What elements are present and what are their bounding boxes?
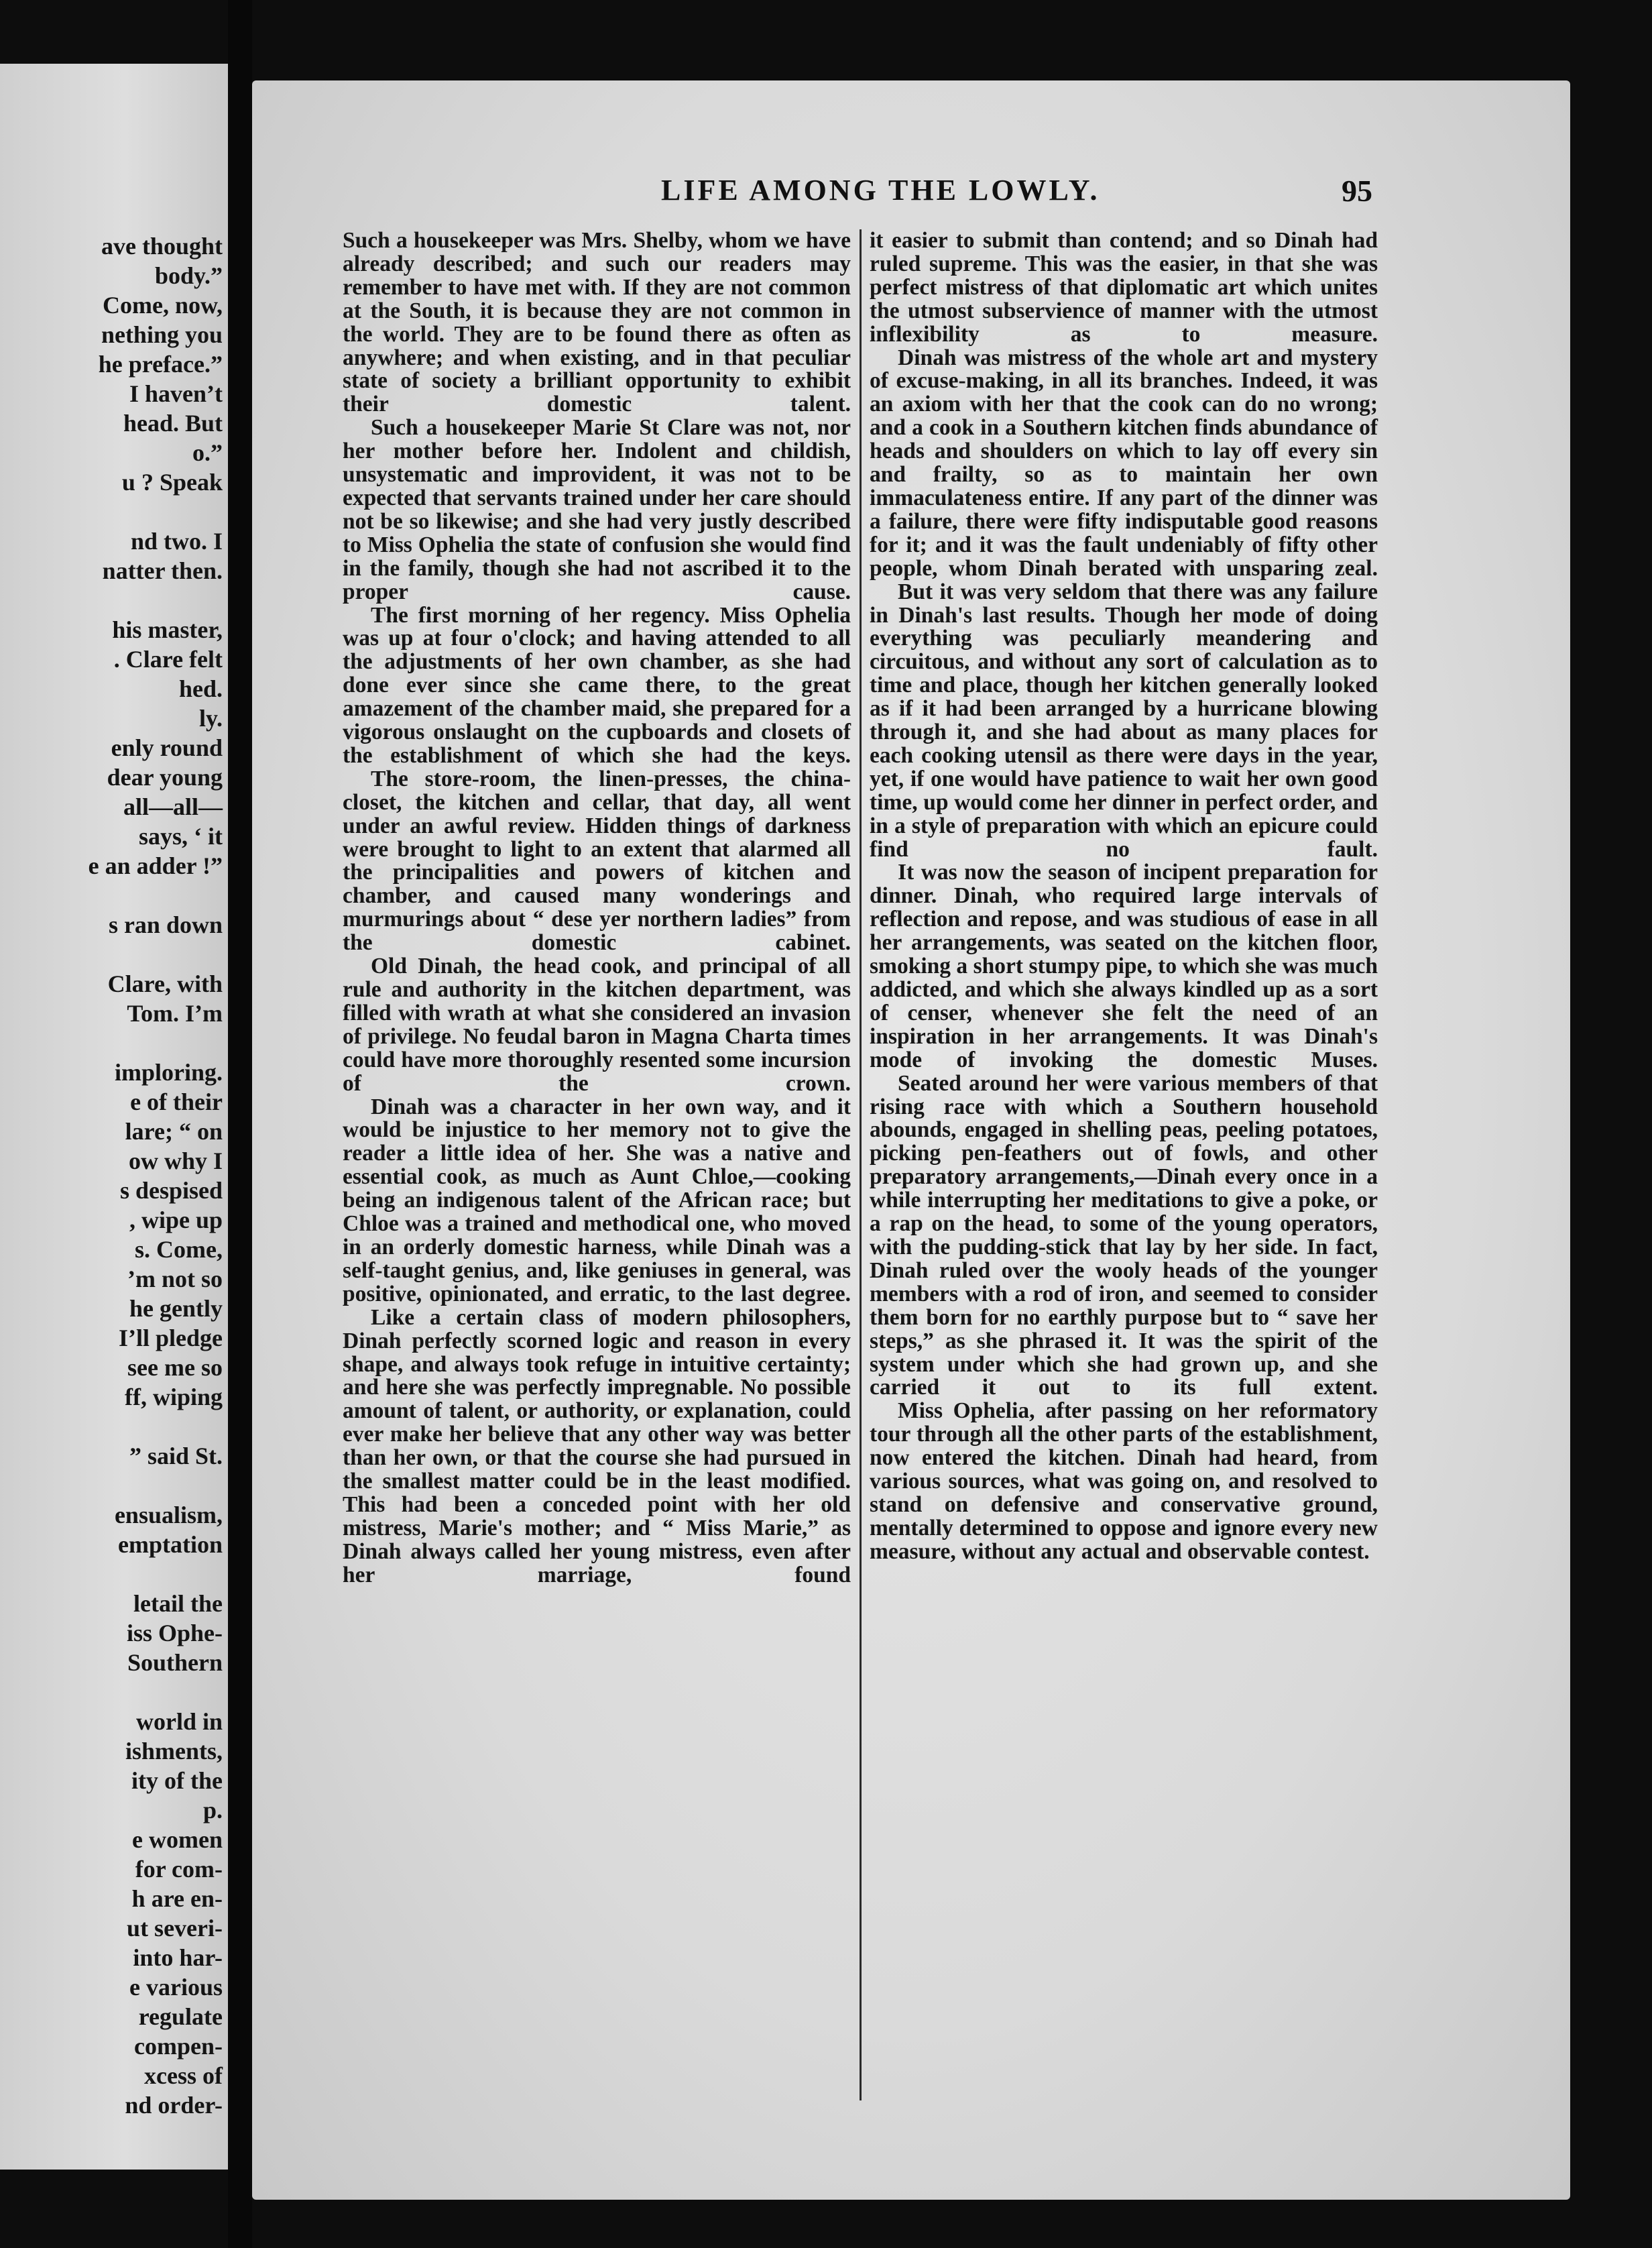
paragraph: Dinah was a character in her own way, and it would be injustice to her memory not to give the reader a little idea of her. She was a native and essential cook, as much as Aunt Chloe,—cooking being an indigenous talent of the African race; but Chloe was a trained and methodical one, who moved in an orderly domestic harness, while Dinah was a self-taught genius, and, like geniuses in general, was positive, opinionated, and erratic, to the last degree.	[343, 1094, 851, 1306]
left-page-line: . Clare felt	[113, 646, 223, 673]
left-page-line: s despised	[119, 1177, 223, 1204]
paragraph: Seated around her were various members of that rising race with which a Southern household abounds, engaged in shelling peas, peeling potatoes, picking pen-feathers out of fowls, and other preparatory arrangements,—Dinah every once in a while interrupting her meditations to give a poke, or a rap on the head, to some of the young operators, with the pudding-stick that lay by her side. In fact, Dinah ruled over the wooly heads of the younger members with a rod of iron, and seemed to consider them born for no earthly purpose but to “ save her steps,” as she phrased it. It was the spirit of the system under which she had grown up, and she carried it out to its full extent.	[870, 1070, 1378, 1400]
left-page-line: nd order-	[125, 2092, 223, 2119]
left-page-line: h are en-	[131, 1885, 223, 1912]
left-page-line: lare; “ on	[125, 1118, 223, 1145]
left-page-line: s ran down	[108, 911, 223, 938]
left-page-line: p.	[202, 1797, 223, 1823]
left-page-line: ensualism,	[114, 1502, 223, 1528]
left-page-line: hed.	[178, 675, 223, 702]
left-page-line: natter then.	[102, 557, 223, 584]
left-page-line: see me so	[127, 1354, 223, 1381]
left-page-line: s. Come,	[135, 1236, 223, 1263]
left-page-line: he gently	[129, 1295, 223, 1322]
left-page-line: ly.	[198, 705, 223, 732]
left-page-line: Tom. I’m	[127, 1000, 223, 1027]
left-page-line: ity of the	[131, 1767, 223, 1794]
left-page-line: ave thought	[101, 233, 223, 260]
paragraph: Such a housekeeper Marie St Clare was not, nor her mother before her. Indolent and childish, unsystematic and improvident, it was not to be expected that servants trained under her care should not be so likewise; and she had very justly described to Miss Ophelia the state of confusion she would find in the family, though she had not ascribed it to the proper cause.	[343, 415, 851, 604]
left-page-line: ” said St.	[129, 1443, 223, 1469]
left-page-line: ishments,	[125, 1738, 223, 1764]
left-page-line: says, ‘ it	[139, 823, 223, 850]
paragraph: Dinah was mistress of the whole art and mystery of excuse-making, in all its branches. Indeed, it was an axiom with her that the cook can do no wrong; and a cook in a Southern kitchen finds abundance of heads and shoulders on which to lay off every sin and frailty, so as to maintain her own immaculateness entire. If any part of the dinner was a failure, there were fifty indisputable good reasons for it; and it was the fault undeniably of fifty other people, whom Dinah berated with unsparing zeal.	[870, 345, 1378, 581]
left-page-line: emptation	[118, 1531, 223, 1558]
left-page-line: his master,	[112, 616, 223, 643]
paragraph: Old Dinah, the head cook, and principal of all rule and authority in the kitchen department, was filled with wrath at what she considered an invasion of privilege. No feudal baron in Magna Charta times could have more thoroughly resented some incursion of the crown.	[343, 954, 851, 1096]
left-page-line: xcess of	[144, 2062, 223, 2089]
page-number: 95	[1342, 174, 1372, 208]
left-page-line: world in	[135, 1708, 223, 1735]
left-page-line: Clare, with	[107, 970, 223, 997]
left-page-line: head. But	[123, 410, 223, 437]
left-page-line: body.”	[154, 262, 223, 289]
left-page-line: Come, now,	[103, 292, 223, 319]
paragraph: it easier to submit than contend; and so Dinah had ruled supreme. This was the easier, in that she was perfect mistress of that diplomatic art which unites the utmost subservience of manner with the utmost inflexibility as to measure.	[870, 228, 1378, 347]
left-page-line: e an adder !”	[88, 852, 223, 879]
left-page-line: I’ll pledge	[118, 1325, 223, 1351]
paragraph: But it was very seldom that there was any failure in Dinah's last results. Though her mode of doing everything was peculiarly meandering and circuitous, and without any sort of calculation as to time and place, though her kitchen generally looked as if it had been arranged by a hurricane blowing through it, and she had about as many places for each cooking utensil as there were days in the year, yet, if one would have patience to wait her own good time, up would come her dinner in perfect order, and in a style of preparation with which an epicure could find no fault.	[870, 579, 1378, 862]
left-page-line: dear young	[107, 764, 223, 791]
column-rule	[860, 229, 862, 2100]
left-facing-page-fragment	[0, 64, 228, 2170]
left-page-line: he preface.”	[98, 351, 223, 378]
left-page-line: into har-	[133, 1944, 223, 1971]
left-page-line: ut severi-	[127, 1915, 223, 1942]
left-page-line: nd two. I	[130, 528, 223, 555]
left-page-line: e of their	[130, 1088, 223, 1115]
book-page	[252, 80, 1570, 2200]
left-page-line: ow why I	[128, 1147, 223, 1174]
paragraph: The store-room, the linen-presses, the china-closet, the kitchen and cellar, that day, all went under an awful review. Hidden things of darkness were brought to light to an extent that alarmed all the principalities and powers of kitchen and chamber, and caused many wonderings and murmurings about “ dese yer northern ladies” from the domestic cabinet.	[343, 766, 851, 956]
left-page-line: I haven’t	[129, 380, 223, 407]
left-page-line: iss Ophe-	[126, 1620, 223, 1646]
paragraph: Such a housekeeper was Mrs. Shelby, whom we have already described; and such our readers may remember to have met with. If they are not common at the South, it is because they are not common in the world. They are to be found there as often as anywhere; and when existing, and in that peculiar state of society a brilliant opportunity to exhibit their domestic talent.	[343, 228, 851, 417]
left-page-line: regulate	[138, 2003, 223, 2030]
text-column-right	[870, 229, 1378, 1564]
left-page-line: nething you	[101, 321, 223, 348]
left-page-line: ff, wiping	[124, 1384, 223, 1410]
left-page-line: o.”	[192, 439, 223, 466]
left-page-line: e women	[132, 1826, 223, 1853]
left-page-line: imploring.	[114, 1059, 223, 1086]
left-page-line: , wipe up	[129, 1206, 223, 1233]
left-page-line: Southern	[127, 1649, 223, 1676]
left-page-line: letail the	[133, 1590, 223, 1617]
paragraph: Miss Ophelia, after passing on her reformatory tour through all the other parts of the establishment, now entered the kitchen. Dinah had heard, from various sources, what was going on, and resolved to stand on defensive and conservative ground, mentally determined to oppose and ignore every new measure, without any actual and observable contest.	[870, 1398, 1378, 1564]
left-page-line: ’m not so	[127, 1266, 223, 1292]
running-head: LIFE AMONG THE LOWLY.	[661, 174, 1100, 207]
left-page-line: for com-	[135, 1856, 223, 1882]
paragraph: Like a certain class of modern philosophers, Dinah perfectly scorned logic and reason in every shape, and always took refuge in intuitive certainty; and here she was perfectly impregnable. No possible amount of talent, or authority, or explanation, could ever make her believe that any other way was better than her own, or that the course she had pursued in the smallest matter could be in the least modified. This had been a conceded point with her old mistress, Marie's mother; and “ Miss Marie,” as Dinah always called her young mistress, even after her marriage, found	[343, 1304, 851, 1587]
left-page-line: compen-	[134, 2033, 223, 2060]
book-gutter	[228, 0, 252, 2248]
left-page-line: enly round	[111, 734, 223, 761]
paragraph: The first morning of her regency. Miss Ophelia was up at four o'clock; and having attended to all the adjustments of her own chamber, as she had done ever since she came there, to the great amazement of the chamber maid, she prepared for a vigorous onslaught on the cupboards and closets of the establishment of which she had the keys.	[343, 602, 851, 768]
left-page-line: all—all—	[123, 793, 223, 820]
left-page-line: u ? Speak	[121, 469, 223, 496]
text-column-left	[343, 229, 851, 1587]
left-page-line: e various	[129, 1974, 223, 2001]
paragraph: It was now the season of incipent preparation for dinner. Dinah, who required large intervals of reflection and repose, and was studious of ease in all her arrangements, was seated on the kitchen floor, smoking a short stumpy pipe, to which she was much addicted, and which she always kindled up as a sort of censer, whenever she felt the need of an inspiration in her arrangements. It was Dinah's mode of invoking the domestic Muses.	[870, 860, 1378, 1072]
